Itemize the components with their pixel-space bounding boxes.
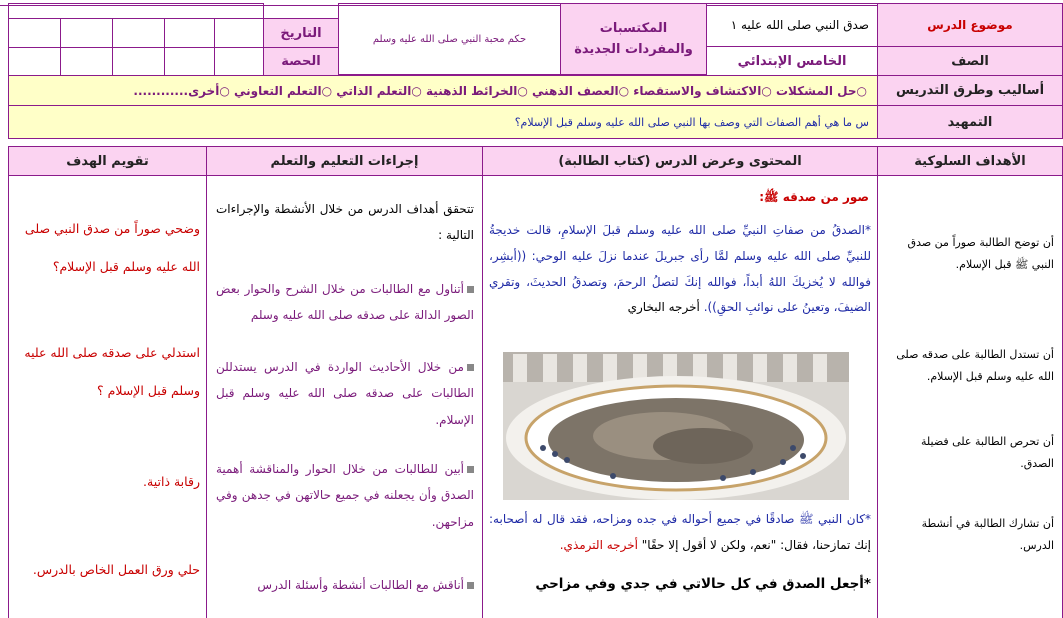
procedure-item-2 xyxy=(216,354,474,433)
content-para2b-text: إنك تمازحنا، فقال: "نعم، ولكن لا أقول إلا حقًا" xyxy=(641,538,871,553)
objective-4: أن تشارك الطالبة في أنشطة الدرس. xyxy=(921,517,1054,552)
procedure-item-4-text: أناقش مع الطالبات أنشطة وأسئلة الدرس xyxy=(257,578,464,592)
period-cell-2[interactable] xyxy=(164,47,215,76)
procedure-item-1 xyxy=(216,276,474,329)
evaluation-1: وضحي صوراً من صدق النبي صلى الله عليه وسلم قبل الإسلام؟ xyxy=(24,221,200,274)
content-heading: صور من صدقه ﷺ: xyxy=(759,190,869,204)
intro-label: التمهيد xyxy=(877,105,1063,139)
bullet-square-icon xyxy=(467,466,474,473)
evaluation-2: استدلي على صدقه صلى الله عليه وسلم قبل الإسلام ؟ xyxy=(24,345,200,398)
lesson-topic-label: موضوع الدرس xyxy=(877,3,1063,47)
procedure-item-4 xyxy=(216,572,474,598)
content-para2-text: *كان النبي ﷺ صادقًا في جميع أحواله في جده ومزاحه، فقد قال له أصحابه: xyxy=(489,512,871,526)
content-para1-text: *الصدقُ من صفاتِ النبيِّ صلى الله عليه وسلم قبلَ الإسلامِ، قالت خديجةُ للنبيِّ صلى الله عليه وسلم لمَّا رأى جبريلَ عندما نزلَ عليه الوحي: ((أبشِر، فوالله لا يُخزيكَ اللهُ أبداً، فوالله إنكَ لتصلُ الرحمَ، وتصدقُ الحديثَ، وتقري الضيفَ، وتعينُ على نوائبِ الحقِ)). xyxy=(489,223,871,315)
objective-2: أن تستدل الطالبة على صدقه صلى الله عليه وسلم قبل الإسلام. xyxy=(896,348,1054,383)
gains-label-line1: المكتسبات xyxy=(599,21,668,36)
procedure-item-1-text: أتناول مع الطالبات من خلال الشرح والحوار بعض الصور الدالة على صدقه صلى الله عليه وسلم xyxy=(216,282,474,323)
evaluation-3: رقابة ذاتية. xyxy=(143,474,200,489)
date-header-strip xyxy=(8,3,264,19)
period-label: الحصة xyxy=(263,47,339,76)
procedures-cell xyxy=(206,175,483,618)
grade-label: الصف xyxy=(877,46,1063,76)
procedure-item-3 xyxy=(216,456,474,535)
period-cell-1[interactable] xyxy=(214,47,264,76)
col-header-procedures: إجراءات التعليم والتعلم xyxy=(206,146,483,176)
objective-3: أن تحرص الطالبة على فضيلة الصدق. xyxy=(920,435,1054,470)
content-para1 xyxy=(489,218,871,321)
evaluation-cell xyxy=(8,175,207,618)
procedure-item-3-text: أبين للطالبات من خلال الحوار والمناقشة أهمية الصدق وأن يجعلنه في جميع حالاتهن في جدهن وفي مزاحهن. xyxy=(216,462,474,529)
content-cell xyxy=(482,175,878,618)
gains-label-line2: والمفردات الجديدة xyxy=(574,42,693,57)
objective-1: أن توضح الطالبة صوراً من صدق النبي ﷺ قبل الإسلام. xyxy=(907,236,1054,271)
date-cell-2[interactable] xyxy=(164,18,215,48)
col-header-objectives: الأهداف السلوكية xyxy=(877,146,1063,176)
content-para2-source: أخرجه الترمذي. xyxy=(559,538,638,553)
date-cell-4[interactable] xyxy=(60,18,113,48)
procedure-item-2-text: من خلال الأحاديث الواردة في الدرس يستدللن الطالبات على صدقه صلى الله عليه وسلم قبل الإسلام. xyxy=(216,360,474,427)
period-cell-5[interactable] xyxy=(8,47,61,76)
content-para1-source: أخرجه البخاري xyxy=(627,300,700,315)
cave-photo-svg xyxy=(503,352,849,500)
bullet-square-icon xyxy=(467,582,474,589)
intro-value: س ما هي أهم الصفات التي وصف بها النبي صلى الله عليه وسلم قبل الإسلام؟ xyxy=(8,105,878,139)
gains-value: حكم محبة النبي صلى الله عليه وسلم xyxy=(338,3,561,75)
date-label: التاريخ xyxy=(263,18,339,48)
col-header-evaluation: تقويم الهدف xyxy=(8,146,207,176)
lesson-topic-value: صدق النبي صلى الله عليه ١ xyxy=(706,3,878,47)
evaluation-4: حلي ورق العمل الخاص بالدرس. xyxy=(32,562,200,577)
bullet-square-icon xyxy=(467,364,474,371)
procedures-intro: تتحقق أهداف الدرس من خلال الأنشطة والإجراءات التالية : xyxy=(216,202,474,243)
col-header-content: المحتوى وعرض الدرس (كتاب الطالبة) xyxy=(482,146,878,176)
content-para2 xyxy=(489,506,871,559)
date-cell-1[interactable] xyxy=(214,18,264,48)
period-cell-3[interactable] xyxy=(112,47,165,76)
cave-photo xyxy=(503,352,849,500)
date-cell-5[interactable] xyxy=(8,18,61,48)
grade-value: الخامس الإبتدائي xyxy=(706,46,878,76)
bullet-square-icon xyxy=(467,286,474,293)
methods-value: ○حل المشكلات ○الاكتشاف والاستقصاء ○العصف الذهني ○الخرائط الذهنية ○التعلم الذاتي ○التعلم التعاوني ○أخرى............ xyxy=(8,75,878,106)
methods-label: أساليب وطرق التدريس xyxy=(877,75,1063,106)
period-cell-4[interactable] xyxy=(60,47,113,76)
gains-label xyxy=(560,3,707,75)
content-closing: *أجعل الصدق في كل حالاتي في جدي وفي مزاحي xyxy=(535,576,871,592)
date-cell-3[interactable] xyxy=(112,18,165,48)
objectives-cell xyxy=(877,175,1063,618)
